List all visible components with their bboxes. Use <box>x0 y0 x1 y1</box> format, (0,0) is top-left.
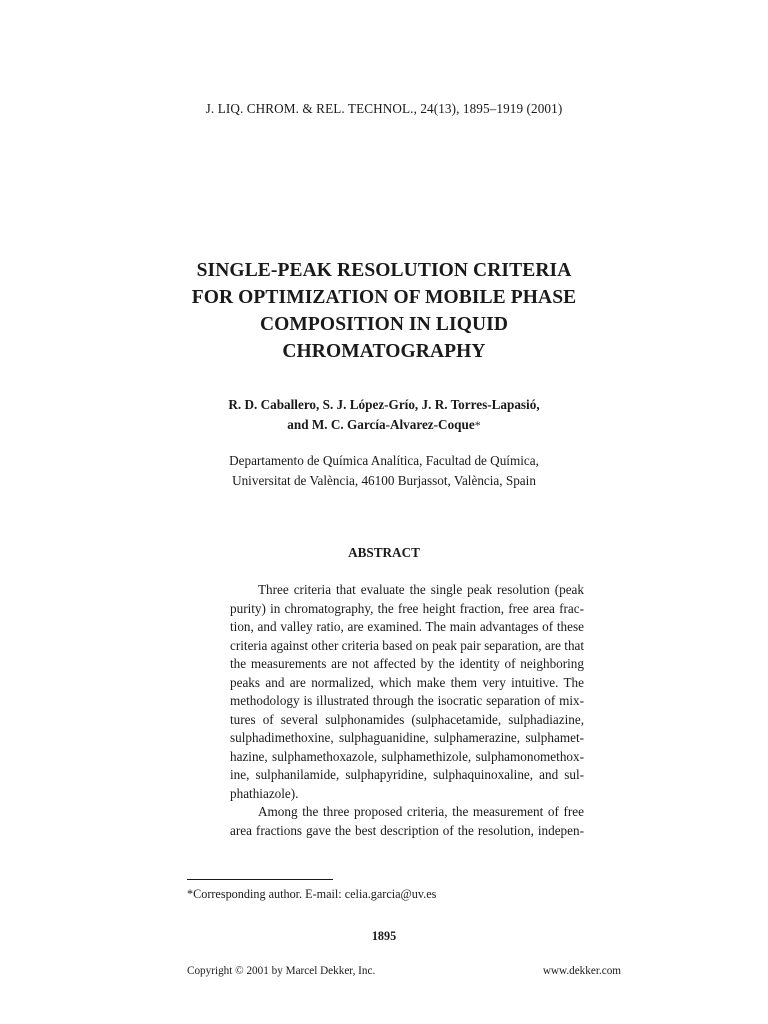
author-line-text: and M. C. García-Alvarez-Coque <box>287 417 475 432</box>
author-line: R. D. Caballero, S. J. López-Grío, J. R. Torres-Lapasió, <box>228 397 540 412</box>
affiliation-line: Departamento de Química Analítica, Facultad de Química, <box>229 453 539 468</box>
page-number: 1895 <box>371 929 397 943</box>
paper-title <box>0 257 768 365</box>
title-line: CHROMATOGRAPHY <box>282 341 486 362</box>
affiliation <box>0 451 768 491</box>
abstract-heading: ABSTRACT <box>348 545 420 560</box>
abstract-line: the measurements are not affected by the identity of neighboring <box>230 656 584 671</box>
abstract-line: Among the three proposed criteria, the measurement of free <box>258 804 584 819</box>
author-line <box>0 415 768 435</box>
corresponding-author-mark: * <box>474 418 481 432</box>
corresponding-author-footnote: *Corresponding author. E-mail: celia.garcia@uv.es <box>187 887 437 901</box>
author-list <box>0 395 768 435</box>
abstract-line: criteria against other criteria based on peak pair separation, are that <box>230 637 585 653</box>
abstract-line: phathiazole). <box>230 785 299 801</box>
abstract-line: hazine, sulphamethoxazole, sulphamethizole, sulphamonomethox- <box>230 748 584 764</box>
abstract-line: peaks and are normalized, which make them very intuitive. The <box>230 674 584 690</box>
title-line: COMPOSITION IN LIQUID <box>259 314 509 335</box>
abstract-line: Three criteria that evaluate the single peak resolution (peak <box>258 582 584 597</box>
abstract-line: area fractions gave the best description of the resolution, indepen- <box>230 822 584 838</box>
abstract-body <box>230 581 584 840</box>
copyright-notice: Copyright © 2001 by Marcel Dekker, Inc. <box>187 965 376 977</box>
affiliation-line: Universitat de València, 46100 Burjassot, València, Spain <box>232 473 536 488</box>
publisher-website: www.dekker.com <box>542 965 621 977</box>
journal-citation: J. LIQ. CHROM. & REL. TECHNOL., 24(13), 1895–1919 (2001) <box>205 101 563 116</box>
abstract-line: purity) in chromatography, the free height fraction, free area frac- <box>230 600 584 616</box>
title-line: SINGLE-PEAK RESOLUTION CRITERIA <box>196 260 572 281</box>
footnote-divider <box>187 879 333 880</box>
abstract-line: ine, sulphanilamide, sulphapyridine, sulphaquinoxaline, and sul- <box>230 767 584 782</box>
abstract-line: tures of several sulphonamides (sulphacetamide, sulphadiazine, <box>230 711 584 727</box>
abstract-line: methodology is illustrated through the isocratic separation of mix- <box>230 693 584 708</box>
title-line: FOR OPTIMIZATION OF MOBILE PHASE <box>191 287 577 308</box>
abstract-line: tion, and valley ratio, are examined. The main advantages of these <box>230 619 584 634</box>
abstract-line: sulphadimethoxine, sulphaguanidine, sulphamerazine, sulphamet- <box>230 730 584 745</box>
